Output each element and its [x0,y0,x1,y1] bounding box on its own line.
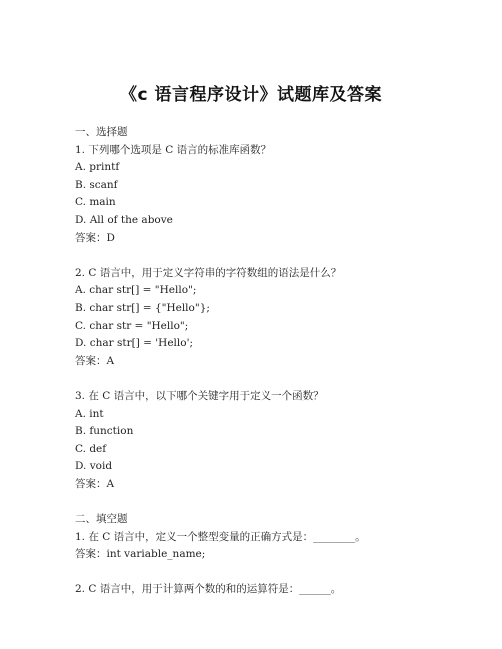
document-title: 《c 语言程序设计》试题库及答案 [120,85,382,105]
section-heading-fill: 二、填空题 [75,513,128,526]
question-option: B. char str[] = {"Hello"}; [75,301,210,314]
question-stem: 3. 在 C 语言中，以下哪个关键字用于定义一个函数？ [75,389,324,402]
question-stem: 2. C 语言中，用于计算两个数的和的运算符是：______。 [75,583,342,596]
question-option: C. main [75,196,116,209]
question-option: D. All of the above [75,213,173,226]
question-block [75,529,485,564]
question-option: B. scanf [75,178,118,191]
question-stem: 2. C 语言中，用于定义字符串的字符数组的语法是什么？ [75,266,342,279]
question-answer: 答案：A [75,354,115,367]
question-answer: 答案：D [75,231,115,244]
question-option: B. function [75,425,134,438]
question-block [75,388,485,494]
paragraph-gap [75,247,485,265]
question-block [75,142,485,248]
question-stem: 1. 下列哪个选项是 C 语言的标准库函数？ [75,143,272,156]
question-block [75,581,485,599]
question-option: D. char str[] = 'Hello'; [75,337,193,350]
question-option: A. printf [75,161,120,174]
question-answer: 答案：int variable_name; [75,548,206,561]
question-stem: 1. 在 C 语言中，定义一个整型变量的正确方式是：________。 [75,530,366,543]
question-option: A. char str[] = "Hello"; [75,284,197,297]
document-body [75,124,485,599]
question-option: A. int [75,407,104,420]
question-option: C. def [75,442,107,455]
question-option: D. void [75,460,113,473]
question-answer: 答案：A [75,477,115,490]
paragraph-gap [75,493,485,511]
section-heading-choice: 一、选择题 [75,126,128,138]
question-option: C. char str = "Hello"; [75,319,189,332]
paragraph-gap [75,370,485,388]
paragraph-gap [75,564,485,582]
question-block [75,265,485,371]
